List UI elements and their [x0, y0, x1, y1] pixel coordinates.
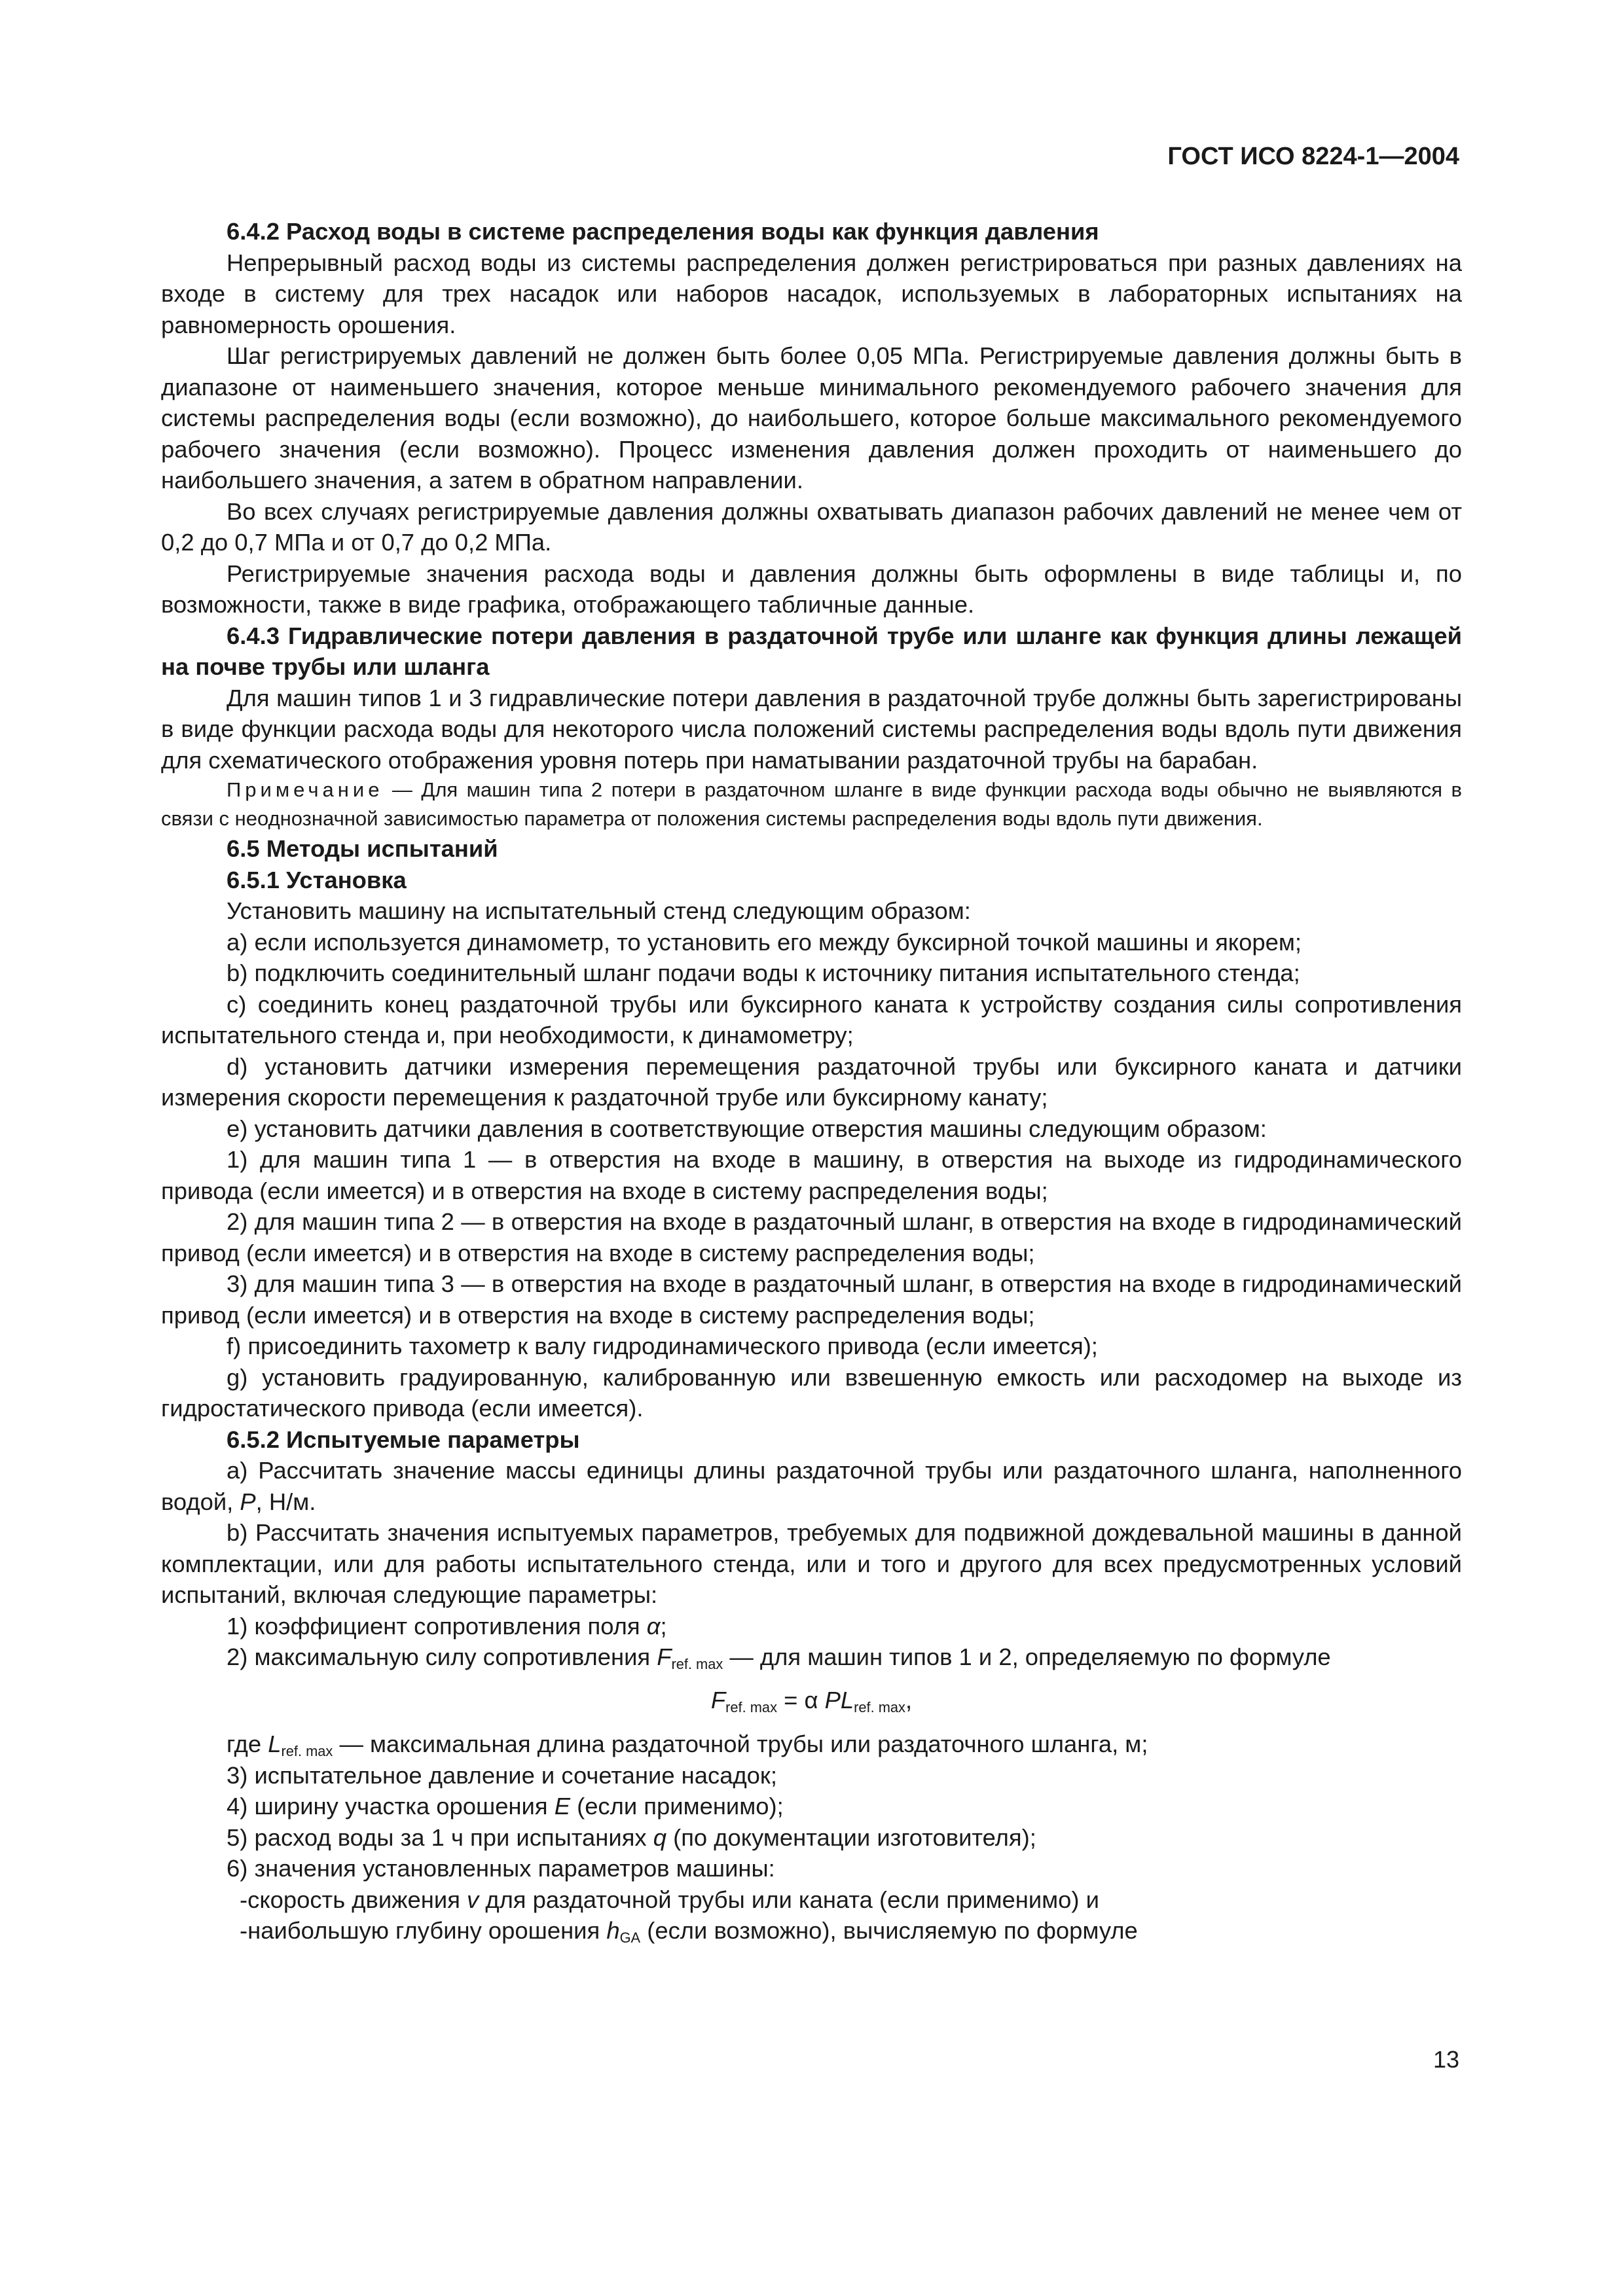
list-item	[161, 1611, 1462, 1642]
paragraph: Регистрируемые значения расхода воды и давления должны быть оформлены в виде таблицы и, по возможности, также в виде графика, отображающего табличные данные.	[161, 560, 1462, 618]
document-code: ГОСТ ИСО 8224-1—2004	[1167, 143, 1459, 170]
formula	[161, 1673, 1462, 1729]
list-item: 1) для машин типа 1 — в отверстия на входе в машину, в отверстия на выходе из гидродинамического привода (если имеется) и в отверстия на входе в систему распределения воды;	[161, 1146, 1462, 1204]
subscript: ref. max	[281, 1743, 333, 1759]
variable: P	[240, 1488, 256, 1515]
section-heading-6-4-2: 6.4.2 Расход воды в системе распределения воды как функция давления	[227, 218, 1099, 245]
paragraph: Непрерывный расход воды из системы распределения должен регистрироваться при разных давлениях на входе в систему для трех насадок или наборов насадок, используемых в лабораторных испытаниях на равномерность орошения.	[161, 249, 1462, 338]
list-item: 3) испытательное давление и сочетание насадок;	[227, 1761, 777, 1789]
list-item	[161, 1641, 1462, 1673]
list-item: d) установить датчики измерения перемещения раздаточной трубы или буксирного каната и датчики измерения скорости перемещения к раздаточной трубе или буксирному канату;	[161, 1052, 1462, 1111]
list-item: а) если используется динамометр, то установить его между буксирной точкой машины и якорем;	[227, 928, 1302, 956]
subscript: ref. max	[671, 1656, 723, 1672]
list-item	[161, 1915, 1462, 1946]
variable: E	[554, 1793, 570, 1820]
list-item	[161, 1822, 1462, 1854]
text-run: где	[227, 1731, 268, 1757]
note-label: Примечание	[227, 778, 384, 801]
variable: v	[467, 1886, 479, 1913]
list-item: f) присоединить тахометр к валу гидродинамического привода (если имеется);	[227, 1333, 1098, 1359]
list-item: 6) значения установленных параметров машины:	[227, 1855, 775, 1882]
variable: L	[268, 1731, 282, 1757]
paragraph: Шаг регистрируемых давлений не должен быть более 0,05 МПа. Регистрируемые давления должны быть в диапазоне от наименьшего значения, которое меньше минимального рекомендуемого рабочего значения для системы распределения воды (если возможно), до наибольшего, которое больше максимального рекомендуемого рабочего значения (если возможно). Процесс изменения давления должен проходить от наименьшего до наибольшего значения, а затем в обратном направлении.	[161, 342, 1462, 493]
subscript: ref. max	[854, 1698, 905, 1715]
list-item: b) Рассчитать значения испытуемых параметров, требуемых для подвижной дождевальной машины в данной комплектации, или для работы испытательного стенда, или и того и другого для всех предусмотренных условий испытаний, включая следующие параметры:	[161, 1519, 1462, 1608]
note-paragraph	[161, 776, 1462, 833]
text-run: -наибольшую глубину орошения	[240, 1917, 607, 1944]
text-run: ,	[905, 1686, 913, 1713]
text-run: = α	[776, 1686, 825, 1713]
list-item	[161, 1884, 1462, 1916]
section-heading-6-5-2: 6.5.2 Испытуемые параметры	[227, 1426, 580, 1453]
page-number: 13	[1432, 2046, 1459, 2073]
variable: q	[653, 1823, 666, 1851]
text-run: (по документации изготовителя);	[666, 1823, 1036, 1851]
text-run: 5) расход воды за 1 ч при испытаниях	[227, 1823, 653, 1851]
text-run: , Н/м.	[255, 1488, 316, 1515]
text-run: -скорость движения	[240, 1886, 467, 1913]
list-item: g) установить градуированную, калиброванную или взвешенную емкость или расходомер на выходе из гидростатического привода (если имеется).	[161, 1363, 1462, 1422]
text-run: — для машин типов 1 и 2, определяемую по формуле	[723, 1643, 1331, 1670]
text-run: (если применимо);	[570, 1793, 784, 1820]
variable: F	[657, 1643, 672, 1670]
text-run: 4) ширину участка орошения	[227, 1793, 555, 1820]
symbol-alpha: α	[646, 1612, 661, 1640]
variable: F	[710, 1686, 726, 1713]
text-run: а) Рассчитать значение массы единицы длины раздаточной трубы или раздаточного шланга, наполненного водой,	[161, 1457, 1462, 1515]
subscript: GA	[619, 1929, 641, 1946]
list-item: 2) для машин типа 2 — в отверстия на входе в раздаточный шланг, в отверстия на входе в гидродинамический привод (если имеется) и в отверстия на входе в систему распределения воды;	[161, 1208, 1462, 1266]
text-run: для раздаточной трубы или каната (если применимо) и	[479, 1886, 1099, 1913]
list-item: 3) для машин типа 3 — в отверстия на входе в раздаточный шланг, в отверстия на входе в гидродинамический привод (если имеется) и в отверстия на входе в систему распределения воды;	[161, 1270, 1462, 1329]
variable: h	[606, 1917, 620, 1944]
variable: PL	[824, 1686, 854, 1713]
paragraph: Для машин типов 1 и 3 гидравлические потери давления в раздаточной трубе должны быть зарегистрированы в виде функции расхода воды для некоторого числа положений системы распределения воды вдоль пути движения для схематического отображения уровня потерь при наматывании раздаточной трубы на барабан.	[161, 684, 1462, 774]
paragraph: Установить машину на испытательный стенд следующим образом:	[227, 897, 971, 924]
list-item	[161, 1455, 1462, 1517]
text-run: 2) максимальную силу сопротивления	[227, 1643, 657, 1670]
document-body	[161, 216, 1462, 1946]
subscript: ref. max	[725, 1698, 777, 1715]
formula-explanation	[161, 1729, 1462, 1760]
paragraph: Во всех случаях регистрируемые давления должны охватывать диапазон рабочих давлений не менее чем от 0,2 до 0,7 МПа и от 0,7 до 0,2 МПа.	[161, 497, 1462, 556]
text-run: (если возможно), вычисляемую по формуле	[640, 1917, 1138, 1944]
text-run: — максимальная длина раздаточной трубы или раздаточного шланга, м;	[333, 1731, 1148, 1757]
list-item: с) соединить конец раздаточной трубы или буксирного каната к устройству создания силы сопротивления испытательного стенда и, при необходимости, к динамометру;	[161, 990, 1462, 1049]
note-text: — Для машин типа 2 потери в раздаточном шланге в виде функции расхода воды обычно не выявляются в связи с неоднозначной зависимостью параметра от положения системы распределения воды вдоль пути движения.	[161, 778, 1462, 830]
text-run: ;	[660, 1612, 667, 1640]
section-heading-6-5-1: 6.5.1 Установка	[227, 866, 407, 893]
text-run: 1) коэффициент сопротивления поля	[227, 1612, 647, 1640]
section-heading-6-5: 6.5 Методы испытаний	[227, 835, 498, 862]
list-item: е) установить датчики давления в соответствующие отверстия машины следующим образом:	[227, 1115, 1267, 1142]
list-item: b) подключить соединительный шланг подачи воды к источнику питания испытательного стенда;	[227, 960, 1300, 986]
list-item	[161, 1791, 1462, 1822]
section-heading-6-4-3: 6.4.3 Гидравлические потери давления в раздаточной трубе или шланге как функция длины лежащей на почве трубы или шланга	[161, 622, 1462, 680]
